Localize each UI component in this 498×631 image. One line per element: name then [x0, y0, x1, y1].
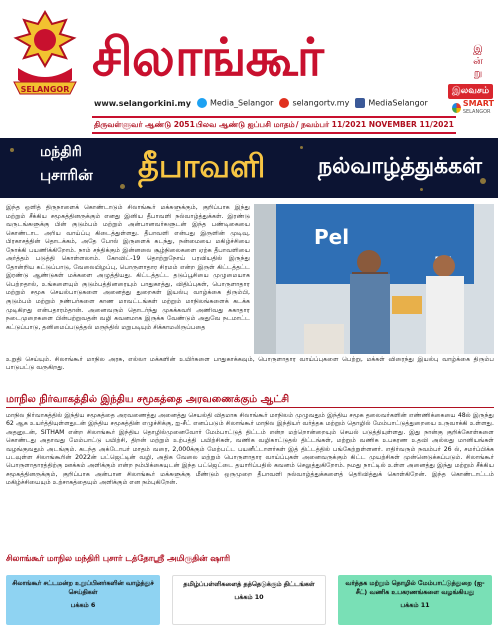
photo-banner-text: Pel — [314, 225, 350, 249]
photo-illustration — [254, 204, 494, 354]
spark-decoration — [120, 184, 125, 189]
masthead-title: சிலாங்கூர் — [92, 27, 323, 88]
dateline-tamil-year: திருவள்ளுவர் ஆண்டு 2051 — [94, 120, 195, 129]
free-badge: இலவசம் — [448, 84, 493, 99]
section-heading: மாநில நிர்வாகத்தில் இந்திய சமூகத்தை அரவணைக்கும் ஆட்சி — [6, 394, 494, 408]
twitter-icon — [197, 98, 207, 108]
smart-dots-icon — [452, 103, 461, 113]
deepavali-banner — [0, 138, 498, 198]
smart-line2: SELANGOR — [462, 109, 491, 115]
article-intro: இந்த ஒளித் திருநாளைக் கொண்டாடும் சிலாங்கூர் மக்களுக்கும், குறிப்பாக இந்து மற்றும் சீக்கிய சமூகத்தினருக்கும் எனது இனிய தீபாவளி நல்வாழ்த்துக்கள். இரண்டு வருடங்களுக்கு பின் குடும்பம் மற்றும் அன்பானவர்களுடன் இந்த பண்டிகையை கொண்டாட அரிய வாய்ப்பு கிடைத்துள்ளது. தீபாவளி என்பது இருளின் முடிவு, பிரகாசத்தின் தொடக்கம், அதே போல் இருளைக் கடந்து, நன்மையை மகிழ்ச்சியை நோக்கி பயணிக்கிறோம். நாம் சந்திக்கும் இன்னலை சூழ்நிலைகளை ஏற்க தீபாவளியை அர்த்தம் படுத்தி கொள்ளலாம். கோவிட்-19 தொற்றுநோய் பரவியதில் இருந்து தோன்றிய கட்டுப்பாடு, வேலையிழப்பு, பொருளாதார சிரமம் என்ற இருள் கிட்டத்தட்ட இரண்டு ஆண்டுகள் மக்களை அழுத்தியது. கிட்டத்தட்ட தடுப்பூசியை முழுமையாக பெற்றதால், உங்களையும் குடும்பத்தினரையும் பாதுகாத்து, விதிப்புகள், பொருளாதார மற்றும் சமூக செயல்பாடுகளை அனைத்து துறைகள் இயல்பு வாழ்க்கை திரும்பி, குடும்பம் மற்றும் நண்பர்களை காண மாவட்டங்கள் மற்றும் மாநிலங்களைக் கடக்க முடிகிறது என்பதாரம்தான். அனைவரும் தொடர்ந்து முகக்கவரி அணிவது சுகாதார நடைமுறைகளை பின்பற்றுவதன் வழி கவனமாக இருக்க வேண்டும் அதுவே நடமாட்ட கட்டுப்பாடு, தனிமைப்படுத்தல் மருந்தில் மறுபடியும் சிக்காமலிருப்பதை — [6, 204, 250, 331]
dateline-month: பிலவ ஆண்டு ஐப்பசி மாதம் — [195, 120, 295, 129]
facebook-handle[interactable]: MediaSelangor — [368, 98, 428, 108]
spark-decoration — [10, 148, 14, 152]
tv-link[interactable]: selangortv.my — [292, 98, 350, 108]
dateline-date: / நவம்பர் 11/2021 NOVEMBER 11/2021 — [295, 120, 454, 129]
edition-label: இ ன் று — [473, 44, 483, 79]
teaser-page: பக்கம் 6 — [70, 601, 96, 609]
teaser-box-page11[interactable] — [338, 575, 492, 625]
teaser-box-page6[interactable] — [6, 575, 160, 625]
teaser-page: பக்கம் 11 — [400, 601, 430, 609]
smart-line1: SMART — [462, 99, 494, 108]
teaser-title: சிலாங்கூர் சட்டமன்ற உறுப்பினர்களின் வாழ்த்துச் செய்திகள் — [12, 579, 154, 596]
section-body: மாநில நிர்வாகத்தில் இந்திய சமூகத்தை அரவணைத்து அனைத்து செயல்தி விதமாக சிலாங்கூர் மாநிலம் முழுவதும் இந்திய சமூக தலைவர்களின் எண்ணிக்கையை 48ல் இருந்து 62 ஆக உயர்த்தியுள்ளதுடன் இந்திய சமூகத்தின் எழுச்சிக்கு, ஐ-சீட் எனப்படும் சிலாங்கூர் மாநில இந்தியர் வர்த்தக மற்றும் தொழில் மேம்பாட்டுத்துறையை உருவாக்கி உள்ளது. அதனுடன், SITHAM என்ற சிலாங்கூர் இந்திய தொழில்முனைவோர் மேம்பாட்டுத் திட்டம் என்ற மற்றொன்றையும் செயல் படுத்தியுள்ளது. இது நான்கு குறிக்கோள்களை கொண்டது அதாவது மேம்பாட்டு பயிற்சி, திறன் மற்றும் உற்பத்தி பயிற்சிகள், வணிக வழிகாட்டுதல் திட்டங்கள், மற்றும் வணிக உபகரண உதவி அல்லது மானியங்கள் வழங்குவதும் அடங்கும். கடந்த அக்டோபர் மாதம் வரை, 2,000க்கும் மேற்பட்ட பயனீட்டாளர்கள் இத் திட்டத்தில் பங்கேற்றுள்ளனர். எதிர்வரும் நவம்பர் 26 ல், சமர்ப்பிக்க படவுள்ள சிலாங்கூரின் 2022ன் பட்ஜெட்டின் வழி, அதிக வேலை மற்றும் பொருளாதார வாய்ப்புகள் அனைவருக்கும் கிட்ட முயற்சிகள் முன்னெடுக்கப்படும். சிலாங்கூர் பொருளாதாரத்திற்கு ஊக்கம் அளிக்கும் என்ற நம்பிக்கையுடன் இந்த பட்ஜெட்டை தயாரிப்பதில் கவனம் செலுத்துகிறோம். நமது நாட்டில் உள்ள அனைத்து இந்து மற்றும் சீக்கிய சமூகத்தினருக்கும், குறிப்பாக அன்பான சிலாங்கூர் மக்களுக்கு மீண்டும் ஒருமுறை தீபாவளி நல்வாழ்த்துக்களைத் தெரிவித்துக் கொள்கிறேன். இந்த கொண்டாட்டம் மகிழ்ச்சியையும் உற்சாகத்தையும் அளிக்கும் என நம்புகிறேன். — [6, 412, 494, 487]
smart-selangor-logo — [452, 100, 494, 118]
article-intro-continued: உறுதி செய்யும். சிலாங்கூர் மாநில அரசு, எல்லா மக்களின் உயிர்களை பாதுகாக்கவும், பொருளாதார வாய்ப்புகளை பெற்று, மக்கள் விரைந்து இயல்பு வாழ்க்கை திரும்ப பாடுபட்டு வருகிறது. — [6, 356, 494, 372]
banner-greetings: நல்வாழ்த்துக்கள் — [318, 154, 483, 179]
spark-decoration — [420, 188, 423, 191]
banner-word-mandiri: மந்திரி — [40, 144, 82, 160]
tv-icon — [279, 98, 289, 108]
logo-ribbon-text: SELANGOR — [20, 85, 70, 94]
social-links-row — [94, 98, 428, 108]
dateline-bar — [92, 116, 456, 134]
author-byline: சிலாங்கூர் மாநில மந்திரி புசார் டத்தோஸ்ரீ அமிருதின் ஷாரி — [6, 553, 230, 563]
article-photo — [254, 204, 494, 354]
website-link[interactable]: www.selangorkini.my — [94, 98, 191, 108]
banner-deepavali: தீபாவளி — [138, 147, 266, 185]
spark-decoration — [300, 146, 303, 149]
facebook-icon — [355, 98, 365, 108]
selangor-crest-logo — [4, 8, 86, 106]
twitter-handle[interactable]: Media_Selangor — [209, 98, 274, 108]
teaser-page: பக்கம் 10 — [234, 593, 264, 601]
teaser-title: தமிழ்ப்பள்ளிகளைத் தத்தெடுக்கும் திட்டங்கள் — [183, 580, 315, 588]
teaser-title: வர்த்தக மற்றும் தொழில் மேம்பாட்டுத்துறை (ஐ-சீட்) வணிக உபகரணங்களை வழங்கியது — [345, 579, 485, 596]
banner-word-pusarin: புசாரின் — [40, 166, 93, 184]
teaser-box-page10[interactable] — [172, 575, 326, 625]
